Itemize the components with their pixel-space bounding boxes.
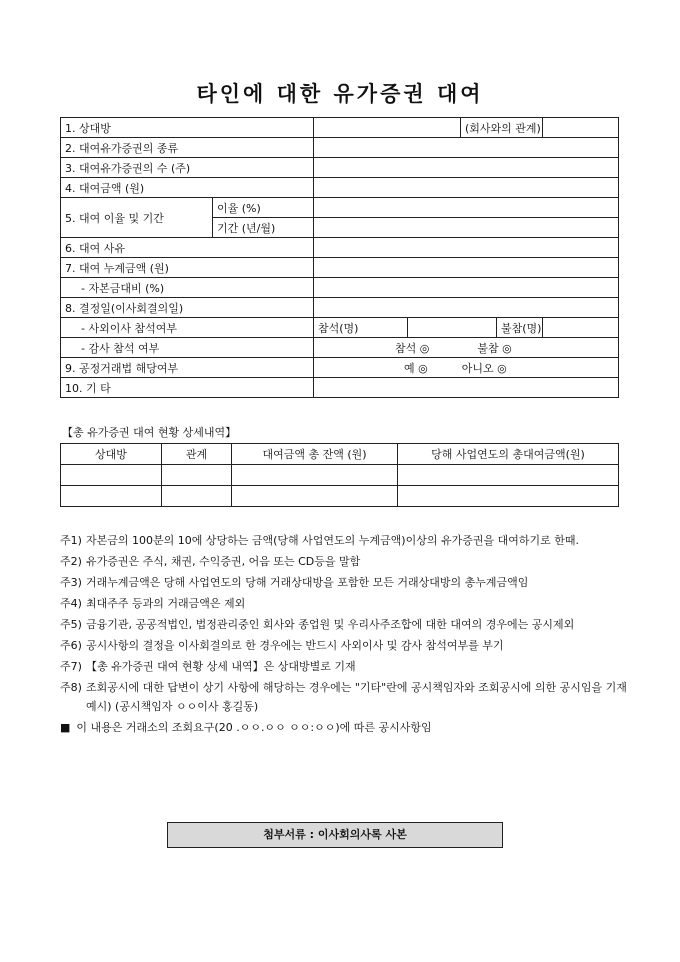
outside-director-absent-value[interactable] <box>543 318 619 338</box>
column-header: 상대방 <box>61 444 162 465</box>
auditor-choice-cell <box>314 338 619 358</box>
fair-trade-label: 9. 공정거래법 해당여부 <box>61 358 314 378</box>
bottom-note-text: 이 내용은 거래소의 조회요구(20 .ㅇㅇ.ㅇㅇ ㅇㅇ:ㅇㅇ)에 따른 공시사항임 <box>76 721 432 734</box>
security-type-value[interactable] <box>314 138 619 158</box>
other-value[interactable] <box>314 378 619 398</box>
list-item <box>60 574 630 591</box>
note-text: 【총 유가증권 대여 현황 상세 내역】은 상대방별로 기재 <box>86 660 356 673</box>
note-key: 주7) <box>60 660 82 673</box>
outside-director-absent-label: 불참(명) <box>497 318 543 338</box>
note-key: 주8) <box>60 681 82 694</box>
table-cell[interactable] <box>162 465 232 486</box>
page-title: 타인에 대한 유가증권 대여 <box>196 81 484 106</box>
list-item <box>60 679 630 696</box>
note-text: 조회공시에 대한 답변이 상기 사항에 해당하는 경우에는 "기타"란에 공시책임자와 조회공시에 의한 공시임을 기재 <box>86 681 627 694</box>
auditor-label: - 감사 참석 여부 <box>61 338 314 358</box>
column-header: 대여금액 총 잔액 (원) <box>232 444 398 465</box>
note-text: 금융기관, 공공적법인, 법정관리중인 회사와 종업원 및 우리사주조합에 대한 대여의 경우에는 공시제외 <box>86 618 575 631</box>
auditor-absent-option[interactable]: 불참 ◎ <box>477 341 512 355</box>
fair-trade-yes-option[interactable]: 예 ◎ <box>404 361 428 375</box>
counterparty-label: 1. 상대방 <box>61 118 314 138</box>
decision-date-label: 8. 결정일(이사회결의일) <box>61 298 314 318</box>
table-cell[interactable] <box>398 486 619 507</box>
list-item <box>60 616 630 633</box>
decision-date-value[interactable] <box>314 298 619 318</box>
table-cell[interactable] <box>398 465 619 486</box>
square-bullet-icon: ■ <box>60 721 71 734</box>
column-header: 당해 사업연도의 총대여금액(원) <box>398 444 619 465</box>
detail-table <box>60 443 619 507</box>
relation-label: (회사와의 관계) <box>461 118 543 138</box>
outside-director-present-value[interactable] <box>408 318 497 338</box>
loan-amount-label: 4. 대여금액 (원) <box>61 178 314 198</box>
table-row <box>61 486 619 507</box>
loan-reason-label: 6. 대여 사유 <box>61 238 314 258</box>
list-item <box>60 553 630 570</box>
table-row <box>61 465 619 486</box>
table-cell[interactable] <box>61 486 162 507</box>
rate-value[interactable] <box>314 198 619 218</box>
rate-label: 이율 (%) <box>213 198 314 218</box>
rate-period-label: 5. 대여 이율 및 기간 <box>61 198 213 238</box>
note-text: 유가증권은 주식, 채권, 수익증권, 어음 또는 CD등을 말함 <box>86 555 361 568</box>
fair-trade-choice-cell <box>314 358 619 378</box>
list-item <box>60 658 630 675</box>
list-item <box>60 595 630 612</box>
loan-amount-value[interactable] <box>314 178 619 198</box>
note-key: 주4) <box>60 597 82 610</box>
note-text: 최대주주 등과의 거래금액은 제외 <box>86 597 246 610</box>
note-text: 거래누계금액은 당해 사업연도의 당해 거래상대방을 포함한 모든 거래상대방의 총누계금액임 <box>86 576 529 589</box>
other-label: 10. 기 타 <box>61 378 314 398</box>
period-label: 기간 (년/월) <box>213 218 314 238</box>
note-text: 자본금의 100분의 10에 상당하는 금액(당해 사업연도의 누계금액)이상의 유가증권을 대여하기로 한때. <box>86 534 579 547</box>
note-text: 공시사항의 결정을 이사회결의로 한 경우에는 반드시 사외이사 및 감사 참석여부를 부기 <box>86 639 504 652</box>
counterparty-value[interactable] <box>314 118 461 138</box>
fair-trade-no-option[interactable]: 아니오 ◎ <box>461 361 507 375</box>
cumulative-amount-label: 7. 대여 누계금액 (원) <box>61 258 314 278</box>
column-header: 관계 <box>162 444 232 465</box>
note-key: 주1) <box>60 534 82 547</box>
table-cell[interactable] <box>232 465 398 486</box>
security-count-value[interactable] <box>314 158 619 178</box>
outside-director-present-label: 참석(명) <box>314 318 408 338</box>
relation-value[interactable] <box>543 118 619 138</box>
example-note: 예시) (공시책임자 ㅇㅇ이사 홍길동) <box>86 700 259 713</box>
table-cell[interactable] <box>232 486 398 507</box>
cumulative-amount-value[interactable] <box>314 258 619 278</box>
table-cell[interactable] <box>61 465 162 486</box>
table-cell[interactable] <box>162 486 232 507</box>
note-key: 주2) <box>60 555 82 568</box>
disclosure-table <box>60 117 619 398</box>
attachment-box: 첨부서류 : 이사회의사록 사본 <box>167 822 503 848</box>
note-key: 주6) <box>60 639 82 652</box>
period-value[interactable] <box>314 218 619 238</box>
security-count-label: 3. 대여유가증권의 수 (주) <box>61 158 314 178</box>
capital-ratio-value[interactable] <box>314 278 619 298</box>
security-type-label: 2. 대여유가증권의 종류 <box>61 138 314 158</box>
auditor-present-option[interactable]: 참석 ◎ <box>395 341 430 355</box>
loan-reason-value[interactable] <box>314 238 619 258</box>
bottom-note <box>60 719 630 736</box>
capital-ratio-label: - 자본금대비 (%) <box>61 278 314 298</box>
note-key: 주3) <box>60 576 82 589</box>
detail-section-heading: 【총 유가증권 대여 현황 상세내역】 <box>62 426 237 439</box>
note-key: 주5) <box>60 618 82 631</box>
notes-section <box>60 532 630 736</box>
outside-director-label: - 사외이사 참석여부 <box>61 318 314 338</box>
list-item <box>60 532 630 549</box>
list-item <box>60 637 630 654</box>
